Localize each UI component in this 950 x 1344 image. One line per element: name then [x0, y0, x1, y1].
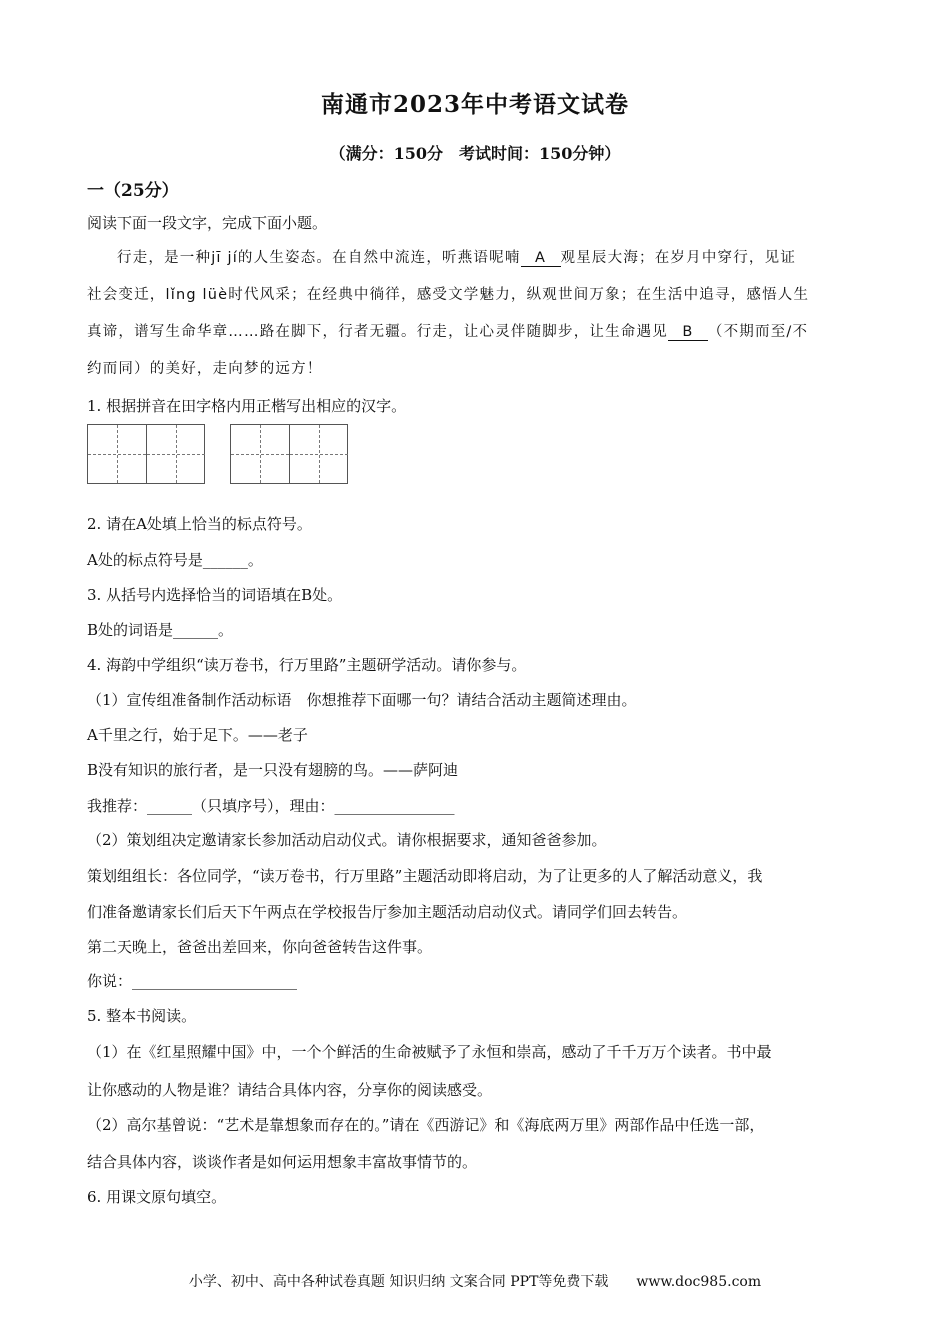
tianzige-cell[interactable] — [231, 425, 289, 483]
page-footer — [0, 1271, 950, 1291]
tianzige-cell[interactable] — [88, 425, 146, 483]
footer-link[interactable]: www.doc985.com — [636, 1274, 762, 1290]
tianzige-grid-2[interactable] — [230, 424, 348, 484]
footer-text: 小学、初中、高中各种试卷真题 知识归纳 文案合同 PPT等免费下载 — [188, 1274, 609, 1290]
passage-line: 约而同）的美好，走向梦的远方！ — [87, 361, 323, 377]
question-4: 4. 海韵中学组织“读万卷书，行万里路”主题研学活动。请你参与。 — [87, 656, 527, 674]
question-4-1-answer: 我推荐：______（只填序号），理由：________________ — [87, 797, 455, 815]
section-heading: 一（25分） — [87, 181, 179, 201]
scene-description: 第二天晚上，爸爸出差回来，你向爸爸转告这件事。 — [87, 938, 433, 956]
question-3: 3. 从括号内选择恰当的词语填在B处。 — [87, 586, 343, 604]
passage-line: 真谛，谱写生命华章……路在脚下，行者无疆。行走，让心灵伴随脚步，让生命遇见 B （不期而至/不 — [87, 324, 809, 340]
leader-notice-line: 策划组组长：各位同学，“读万卷书，行万里路”主题活动即将启动，为了让更多的人了解活动意义，我 — [87, 867, 763, 885]
question-3-answer: B处的词语是______。 — [87, 621, 234, 639]
blank-b: B — [668, 324, 708, 341]
passage-line: 社会变迁，lǐng lüè时代风采；在经典中徜徉，感受文学魅力，纵观世间万象；在生活中追寻，感悟人生 — [87, 287, 810, 303]
question-4-2-answer: 你说：______________________ — [87, 972, 298, 990]
tianzige-cell[interactable] — [289, 425, 347, 483]
question-4-2: （2）策划组决定邀请家长参加活动启动仪式。请你根据要求，通知爸爸参加。 — [87, 831, 607, 849]
question-5: 5. 整本书阅读。 — [87, 1007, 197, 1025]
tianzige-cell[interactable] — [146, 425, 204, 483]
leader-notice-line: 们准备邀请家长们后天下午两点在学校报告厅参加主题活动启动仪式。请同学们回去转告。 — [87, 903, 688, 921]
page-title: 南通市2023年中考语文试卷 — [320, 91, 629, 118]
tianzige-grid-1[interactable] — [87, 424, 205, 484]
question-5-2: （2）高尔基曾说：“艺术是靠想象而存在的。”请在《西游记》和《海底两万里》两部作品中任选一部， — [87, 1116, 765, 1134]
question-5-2: 结合具体内容，谈谈作者是如何运用想象丰富故事情节的。 — [87, 1153, 478, 1171]
question-4-1: （1）宣传组准备制作活动标语 你想推荐下面哪一句？请结合活动主题简述理由。 — [87, 691, 637, 709]
question-2-answer: A处的标点符号是______。 — [87, 551, 263, 569]
reading-intro: 阅读下面一段文字，完成下面小题。 — [87, 214, 328, 232]
question-2: 2. 请在A处填上恰当的标点符号。 — [87, 515, 312, 533]
question-5-1: （1）在《红星照耀中国》中，一个个鲜活的生命被赋予了永恒和崇高，感动了千千万万个读者。书中最 — [87, 1043, 772, 1061]
question-1: 1. 根据拼音在田字格内用正楷写出相应的汉字。 — [87, 397, 407, 415]
exam-info: （满分：150分 考试时间：150分钟） — [329, 144, 621, 163]
option-b: B没有知识的旅行者，是一只没有翅膀的鸟。——萨阿迪 — [87, 761, 459, 779]
question-5-1: 让你感动的人物是谁？请结合具体内容，分享你的阅读感受。 — [87, 1081, 493, 1099]
blank-a: A — [521, 250, 561, 267]
passage-line: 行走，是一种jī jí的人生姿态。在自然中流连，听燕语呢喃 A 观星辰大海；在岁月中穿行，见证 — [117, 250, 797, 266]
question-6: 6. 用课文原句填空。 — [87, 1188, 227, 1206]
option-a: A千里之行，始于足下。——老子 — [87, 726, 308, 744]
